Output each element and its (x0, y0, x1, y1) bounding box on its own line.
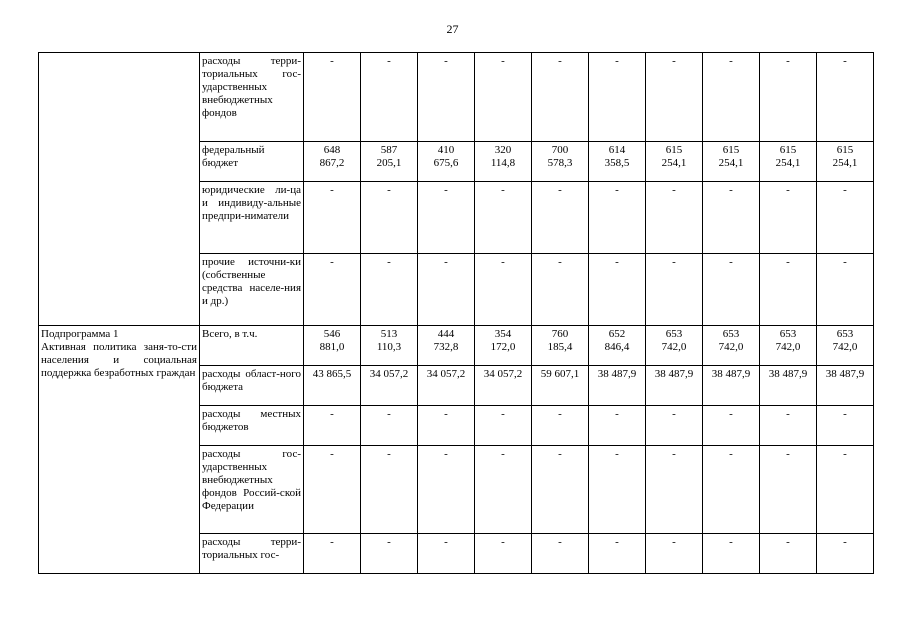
value-text: 34 057,2 (426, 368, 466, 380)
value-text: 742,0 (718, 341, 744, 353)
value-text: 760 (551, 328, 569, 340)
value-text: - (615, 536, 619, 548)
subprogram-cell (39, 326, 200, 574)
value-cell (475, 366, 532, 406)
value-text: - (558, 536, 562, 548)
funding-source-label: прочие источни-ки (собственные средства населе-ния и др.) (200, 254, 304, 326)
value-text: 652 (608, 328, 626, 340)
value-cell (475, 254, 532, 326)
value-cell (304, 406, 361, 446)
value-text: - (558, 256, 562, 268)
value-text: - (615, 448, 619, 460)
value-text: - (330, 184, 334, 196)
value-text: - (501, 448, 505, 460)
value-text: 614 (608, 144, 626, 156)
value-cell (532, 53, 589, 142)
value-cell (475, 326, 532, 366)
value-cell (760, 142, 817, 182)
value-text: 38 487,9 (711, 368, 751, 380)
value-cell (361, 446, 418, 534)
value-cell (532, 326, 589, 366)
value-cell (304, 534, 361, 574)
value-cell (703, 254, 760, 326)
value-text: - (843, 256, 847, 268)
value-cell (361, 254, 418, 326)
value-cell (703, 326, 760, 366)
value-text: 648 (323, 144, 341, 156)
value-text: 43 865,5 (312, 368, 352, 380)
value-text: - (672, 448, 676, 460)
value-cell (760, 326, 817, 366)
value-cell (475, 446, 532, 534)
value-text: - (615, 256, 619, 268)
value-text: 675,6 (433, 157, 459, 169)
value-text: 653 (665, 328, 683, 340)
value-text: - (330, 536, 334, 548)
value-cell (760, 182, 817, 254)
value-cell (418, 254, 475, 326)
page-number: 27 (446, 22, 459, 36)
value-text: - (387, 256, 391, 268)
value-text: - (501, 408, 505, 420)
value-cell (532, 534, 589, 574)
value-text: - (729, 448, 733, 460)
value-text: - (501, 256, 505, 268)
value-cell (589, 182, 646, 254)
value-cell (760, 446, 817, 534)
value-text: 38 487,9 (597, 368, 637, 380)
value-cell (418, 53, 475, 142)
value-text: 205,1 (376, 157, 402, 169)
value-text: 653 (779, 328, 797, 340)
value-cell (532, 182, 589, 254)
value-text: 254,1 (775, 157, 801, 169)
value-text: - (786, 536, 790, 548)
value-text: - (843, 536, 847, 548)
value-text: 546 (323, 328, 341, 340)
value-cell (304, 254, 361, 326)
funding-source-label: расходы област-ного бюджета (200, 366, 304, 406)
value-cell (532, 142, 589, 182)
value-cell (304, 446, 361, 534)
value-cell (418, 534, 475, 574)
value-cell (646, 366, 703, 406)
value-cell (418, 446, 475, 534)
value-cell (475, 53, 532, 142)
value-text: - (444, 184, 448, 196)
value-cell (703, 446, 760, 534)
value-text: 444 (437, 328, 455, 340)
funding-source-label: расходы терри-ториальных гос- (200, 534, 304, 574)
value-text: 615 (836, 144, 854, 156)
value-cell (817, 254, 874, 326)
value-text: - (672, 256, 676, 268)
value-cell (475, 534, 532, 574)
value-cell (646, 182, 703, 254)
value-text: - (444, 448, 448, 460)
value-text: - (729, 184, 733, 196)
value-text: - (786, 55, 790, 67)
value-text: - (615, 55, 619, 67)
value-cell (817, 182, 874, 254)
value-text: - (501, 536, 505, 548)
value-cell (475, 182, 532, 254)
value-text: 615 (779, 144, 797, 156)
value-text: 110,3 (376, 341, 402, 353)
value-text: - (501, 184, 505, 196)
value-cell (418, 182, 475, 254)
value-text: - (843, 408, 847, 420)
funding-source-label: расходы местных бюджетов (200, 406, 304, 446)
value-cell (418, 406, 475, 446)
value-cell (361, 534, 418, 574)
value-cell (760, 366, 817, 406)
value-cell (646, 446, 703, 534)
value-text: 732,8 (433, 341, 459, 353)
value-text: 846,4 (604, 341, 630, 353)
funding-source-label: расходы терри-ториальных гос-ударственных внебюджетных фондов (200, 53, 304, 142)
value-cell (646, 406, 703, 446)
value-text: 358,5 (604, 157, 630, 169)
value-cell (760, 53, 817, 142)
value-text: 34 057,2 (369, 368, 409, 380)
value-text: 254,1 (832, 157, 858, 169)
value-cell (589, 366, 646, 406)
value-text: - (387, 184, 391, 196)
value-cell (589, 406, 646, 446)
value-text: - (330, 55, 334, 67)
value-cell (304, 53, 361, 142)
value-cell (646, 534, 703, 574)
value-text: 410 (437, 144, 455, 156)
value-cell (760, 534, 817, 574)
value-cell (304, 366, 361, 406)
table-row (39, 53, 874, 142)
value-text: - (729, 256, 733, 268)
value-text: - (786, 256, 790, 268)
value-cell (646, 326, 703, 366)
table-body (39, 53, 874, 574)
value-text: - (786, 408, 790, 420)
value-text: - (330, 408, 334, 420)
value-text: 254,1 (718, 157, 744, 169)
value-text: 254,1 (661, 157, 687, 169)
funding-source-label: юридические ли-ца и индивиду-альные предпри-ниматели (200, 182, 304, 254)
value-cell (703, 142, 760, 182)
value-cell (361, 406, 418, 446)
value-text: - (387, 536, 391, 548)
program-cell-empty (39, 53, 200, 326)
value-cell (760, 406, 817, 446)
value-cell (418, 366, 475, 406)
value-text: - (843, 448, 847, 460)
value-text: 615 (722, 144, 740, 156)
value-text: 867,2 (319, 157, 345, 169)
value-cell (589, 53, 646, 142)
value-text: - (672, 408, 676, 420)
value-cell (589, 254, 646, 326)
value-text: 700 (551, 144, 569, 156)
value-text: 742,0 (832, 341, 858, 353)
value-cell (418, 142, 475, 182)
value-text: - (444, 55, 448, 67)
value-cell (760, 254, 817, 326)
value-text: 742,0 (775, 341, 801, 353)
value-cell (418, 326, 475, 366)
value-cell (304, 326, 361, 366)
value-text: - (444, 536, 448, 548)
value-text: - (444, 408, 448, 420)
value-text: - (672, 55, 676, 67)
value-text: 172,0 (490, 341, 516, 353)
value-text: - (729, 536, 733, 548)
value-text: - (558, 55, 562, 67)
value-cell (817, 406, 874, 446)
value-text: - (444, 256, 448, 268)
value-cell (646, 53, 703, 142)
value-text: - (330, 256, 334, 268)
value-text: 513 (380, 328, 398, 340)
value-text: - (786, 184, 790, 196)
value-cell (361, 326, 418, 366)
value-text: 320 (494, 144, 512, 156)
value-cell (475, 406, 532, 446)
funding-source-label: Всего, в т.ч. (200, 326, 304, 366)
value-text: 38 487,9 (768, 368, 808, 380)
value-cell (817, 142, 874, 182)
value-text: - (558, 448, 562, 460)
value-text: 38 487,9 (825, 368, 865, 380)
value-text: 587 (380, 144, 398, 156)
value-text: - (558, 408, 562, 420)
value-cell (646, 254, 703, 326)
value-cell (703, 406, 760, 446)
value-cell (703, 182, 760, 254)
value-text: - (672, 536, 676, 548)
value-text: 653 (836, 328, 854, 340)
value-cell (304, 142, 361, 182)
subprogram-description: Активная политика заня-то-сти населения и социальная поддержка безработных граждан (41, 341, 197, 379)
value-cell (703, 366, 760, 406)
value-text: - (387, 55, 391, 67)
value-cell (532, 406, 589, 446)
value-text: 653 (722, 328, 740, 340)
value-text: - (330, 448, 334, 460)
value-cell (532, 446, 589, 534)
value-text: - (843, 55, 847, 67)
value-cell (817, 534, 874, 574)
value-text: - (672, 184, 676, 196)
subprogram-title: Подпрограмма 1 (41, 328, 119, 340)
value-cell (817, 446, 874, 534)
value-cell (589, 534, 646, 574)
value-text: - (615, 184, 619, 196)
value-cell (532, 254, 589, 326)
value-cell (589, 446, 646, 534)
value-cell (361, 142, 418, 182)
value-cell (703, 534, 760, 574)
value-text: - (558, 184, 562, 196)
value-text: 114,8 (490, 157, 516, 169)
value-text: 742,0 (661, 341, 687, 353)
value-cell (817, 366, 874, 406)
value-cell (817, 53, 874, 142)
value-text: 59 607,1 (540, 368, 580, 380)
value-cell (589, 326, 646, 366)
value-cell (361, 366, 418, 406)
value-text: 354 (494, 328, 512, 340)
value-text: - (615, 408, 619, 420)
value-text: 38 487,9 (654, 368, 694, 380)
value-cell (646, 142, 703, 182)
value-text: - (729, 55, 733, 67)
value-text: - (501, 55, 505, 67)
value-cell (589, 142, 646, 182)
value-text: - (843, 184, 847, 196)
value-cell (361, 53, 418, 142)
value-text: 881,0 (319, 341, 345, 353)
value-text: 578,3 (547, 157, 573, 169)
budget-table (38, 52, 874, 574)
value-text: 34 057,2 (483, 368, 523, 380)
value-text: - (786, 448, 790, 460)
value-cell (475, 142, 532, 182)
value-text: - (387, 448, 391, 460)
value-text: 185,4 (547, 341, 573, 353)
value-text: - (729, 408, 733, 420)
value-cell (304, 182, 361, 254)
table-row (39, 326, 874, 366)
value-text: 615 (665, 144, 683, 156)
value-cell (361, 182, 418, 254)
funding-source-label: расходы гос-ударственных внебюджетных фондов Россий-ской Федерации (200, 446, 304, 534)
value-text: - (387, 408, 391, 420)
value-cell (532, 366, 589, 406)
funding-source-label: федеральный бюджет (200, 142, 304, 182)
value-cell (703, 53, 760, 142)
value-cell (817, 326, 874, 366)
